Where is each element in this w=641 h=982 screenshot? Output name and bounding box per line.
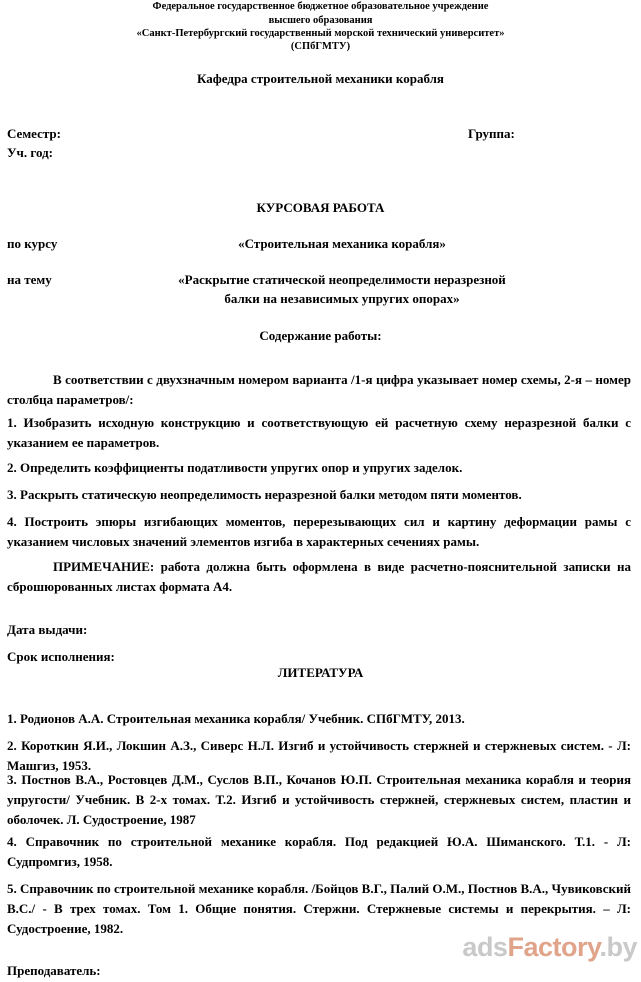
watermark-part-1: ads: [462, 932, 508, 962]
task-item-1: 1. Изобразить исходную конструкцию и соответствующую ей расчетную схему неразрезной балки с указанием ее параметров.: [7, 415, 631, 450]
watermark-logo: [462, 930, 637, 964]
issue-date-label: Дата выдачи:: [7, 622, 88, 637]
topic-line-1: «Раскрытие статической неопределимости неразрезной: [178, 272, 506, 287]
topic-label: на тему: [7, 272, 52, 287]
literature-item-4: 4. Справочник по строительной механике корабля. Под редакцией Ю.А. Шиманского. Т.1. - Л: Судпромгиз, 1958.: [7, 834, 631, 869]
teacher-label: Преподаватель:: [7, 963, 101, 978]
topic-line-2: балки на независимых упругих опорах»: [224, 291, 460, 306]
literature-heading: ЛИТЕРАТУРА: [277, 665, 364, 680]
literature-item-3: 3. Постнов В.А., Ростовцев Д.М., Суслов В.П., Кочанов Ю.П. Строительная механика корабля и теория упругости/ Учебник. В 2-х томах. Т.2. Изгиб и устойчивость стержней, стержневых систем, пластин и оболочек. Л. Судостроение, 1987: [7, 772, 631, 827]
course-label: по курсу: [7, 236, 58, 251]
header-line-3: «Санкт-Петербургский государственный морской технический университет»: [136, 28, 505, 39]
header-line-4: (СПбГМТУ): [290, 41, 351, 52]
note-paragraph: ПРИМЕЧАНИЕ: работа должна быть оформлена в виде расчетно-пояснительной записки на сброшюрованных листах формата А4.: [7, 559, 631, 594]
deadline-label: Срок исполнения:: [7, 649, 115, 664]
header-line-1: Федеральное государственное бюджетное образовательное учреждение: [152, 1, 489, 12]
task-item-3: 3. Раскрыть статическую неопределимость неразрезной балки методом пяти моментов.: [7, 487, 522, 502]
task-item-4: 4. Построить эпюры изгибающих моментов, перерезывающих сил и картину деформации рамы с указанием числовых значений элементов изгиба в характерных сечениях рамы.: [7, 514, 631, 549]
watermark-part-3: .by: [599, 932, 637, 962]
content-heading: Содержание работы:: [259, 328, 382, 343]
literature-item-2: 2. Короткин Я.И., Локшин А.З., Сиверс Н.Л. Изгиб и устойчивость стержней и стержневых систем. - Л: Машгиз, 1953.: [7, 738, 631, 773]
intro-paragraph: В соответствии с двухзначным номером варианта /1-я цифра указывает номер схемы, 2-я – номер столбца параметров/:: [7, 372, 631, 407]
watermark-part-2: Factory: [507, 932, 600, 962]
document-title: КУРСОВАЯ РАБОТА: [256, 200, 385, 215]
course-name: «Строительная механика корабля»: [238, 236, 446, 251]
semester-label: Семестр:: [7, 126, 61, 141]
literature-item-5: 5. Справочник по строительной механике корабля. /Бойцов В.Г., Палий О.М., Постнов В.А., Чувиковский В.С./ - В трех томах. Том 1. Общие понятия. Стержни. Стержневые системы и перекрытия. – Л: Судостроение, 1982.: [7, 881, 631, 936]
task-item-2: 2. Определить коэффициенты податливости упругих опор и упругих заделок.: [7, 460, 463, 475]
literature-item-1: 1. Родионов А.А. Строительная механика корабля/ Учебник. СПбГМТУ, 2013.: [7, 711, 465, 726]
year-label: Уч. год:: [7, 145, 53, 160]
header-line-2: высшего образования: [268, 15, 373, 26]
department-name: Кафедра строительной механики корабля: [197, 71, 444, 86]
group-label: Группа:: [468, 126, 515, 141]
